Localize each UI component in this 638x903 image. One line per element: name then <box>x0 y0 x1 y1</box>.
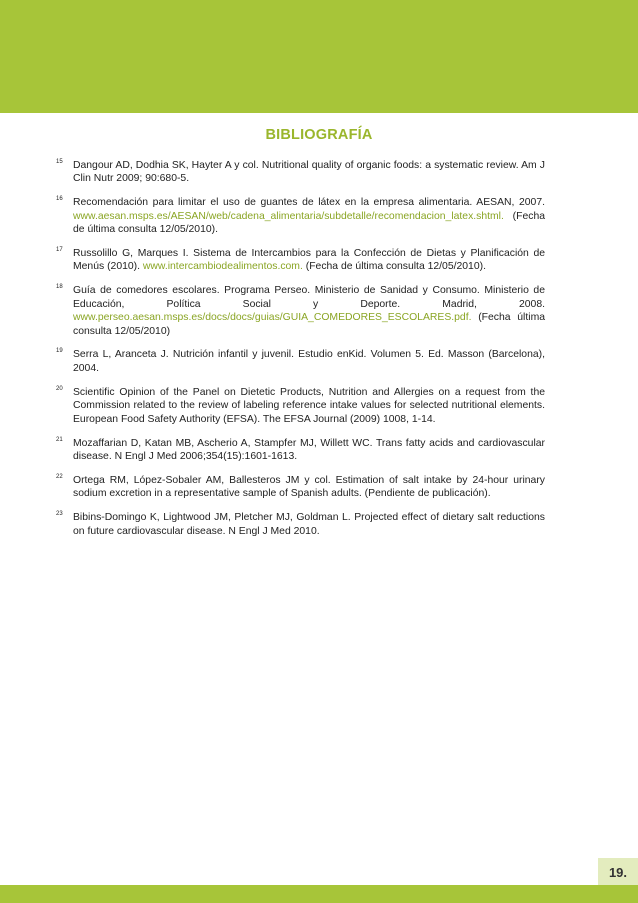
reference-number: 15 <box>56 159 63 165</box>
reference-item <box>56 511 545 538</box>
reference-text: Ortega RM, López-Sobaler AM, Ballesteros JM y col. Estimation of salt intake by 24-hour urinary sodium excretion in a representative sample of Spanish adults. (Pendiente de publicación). <box>73 474 545 500</box>
reference-item <box>56 159 545 186</box>
reference-list <box>56 159 545 548</box>
reference-text: Recomendación para limitar el uso de guantes de látex en la empresa alimentaria. AESAN, 2007. <box>73 197 545 209</box>
reference-text: Russolillo G, Marques I. Sistema de Intercambios para la Confección de Dietas y Planificación de Menús (2010). <box>73 248 545 273</box>
reference-text: Mozaffarian D, Katan MB, Ascherio A, Stampfer MJ, Willett WC. Trans fatty acids and cardiovascular disease. N Engl J Med 2006;354(15):1601-1613. <box>73 437 545 462</box>
reference-item <box>56 196 545 236</box>
reference-link[interactable]: www.aesan.msps.es/AESAN/web/cadena_alimentaria/subdetalle/recomendacion_latex.shtml. <box>73 210 504 222</box>
reference-number: 20 <box>56 385 63 392</box>
reference-number: 17 <box>56 247 63 254</box>
reference-item <box>56 284 545 338</box>
reference-note: (Fecha de última consulta 12/05/2010). <box>73 210 545 236</box>
reference-link[interactable]: www.perseo.aesan.msps.es/docs/docs/guias/GUIA_COMEDORES_ESCOLARES.pdf. <box>73 312 472 324</box>
reference-number: 18 <box>56 284 63 291</box>
reference-number: 22 <box>56 473 63 480</box>
footer-band <box>0 885 638 903</box>
reference-number: 21 <box>56 436 63 443</box>
reference-text: Scientific Opinion of the Panel on Dietetic Products, Nutrition and Allergies on a request from the Commission related to the review of labeling reference intake values for selected nutritional elements. European Food Safety Authority (EFSA). The EFSA Journal (2009) 1008, 1-14. <box>73 386 545 425</box>
reference-item <box>56 247 545 274</box>
page-title: BIBLIOGRAFÍA <box>265 127 373 143</box>
reference-link[interactable]: www.intercambiodealimentos.com. <box>142 261 303 273</box>
reference-number: 19 <box>56 348 63 355</box>
reference-item <box>56 348 545 375</box>
reference-text: Dangour AD, Dodhia SK, Hayter A y col. Nutritional quality of organic foods: a systematic review. Am J Clin Nutr 2009; 90:680-5. <box>73 160 545 185</box>
reference-note: (Fecha última consulta 12/05/2010) <box>73 312 545 337</box>
reference-item <box>56 386 545 426</box>
reference-number: 16 <box>56 196 63 203</box>
reference-text: Bibins-Domingo K, Lightwood JM, Pletcher MJ, Goldman L. Projected effect of dietary salt reductions on future cardiovascular disease. N Engl J Med 2010. <box>73 512 545 537</box>
page-number: 19. <box>598 858 638 886</box>
reference-item <box>56 474 545 501</box>
reference-note: (Fecha de última consulta 12/05/2010). <box>305 261 486 273</box>
reference-text: Serra L, Aranceta J. Nutrición infantil y juvenil. Estudio enKid. Volumen 5. Ed. Masson (Barcelona), 2004. <box>73 349 545 374</box>
reference-number: 23 <box>56 511 63 518</box>
header-band <box>0 0 638 113</box>
reference-item <box>56 437 545 464</box>
reference-text: Guía de comedores escolares. Programa Perseo. Ministerio de Sanidad y Consumo. Ministerio de Educación, Política Social y Deporte. Madrid, 2008. <box>73 285 545 310</box>
